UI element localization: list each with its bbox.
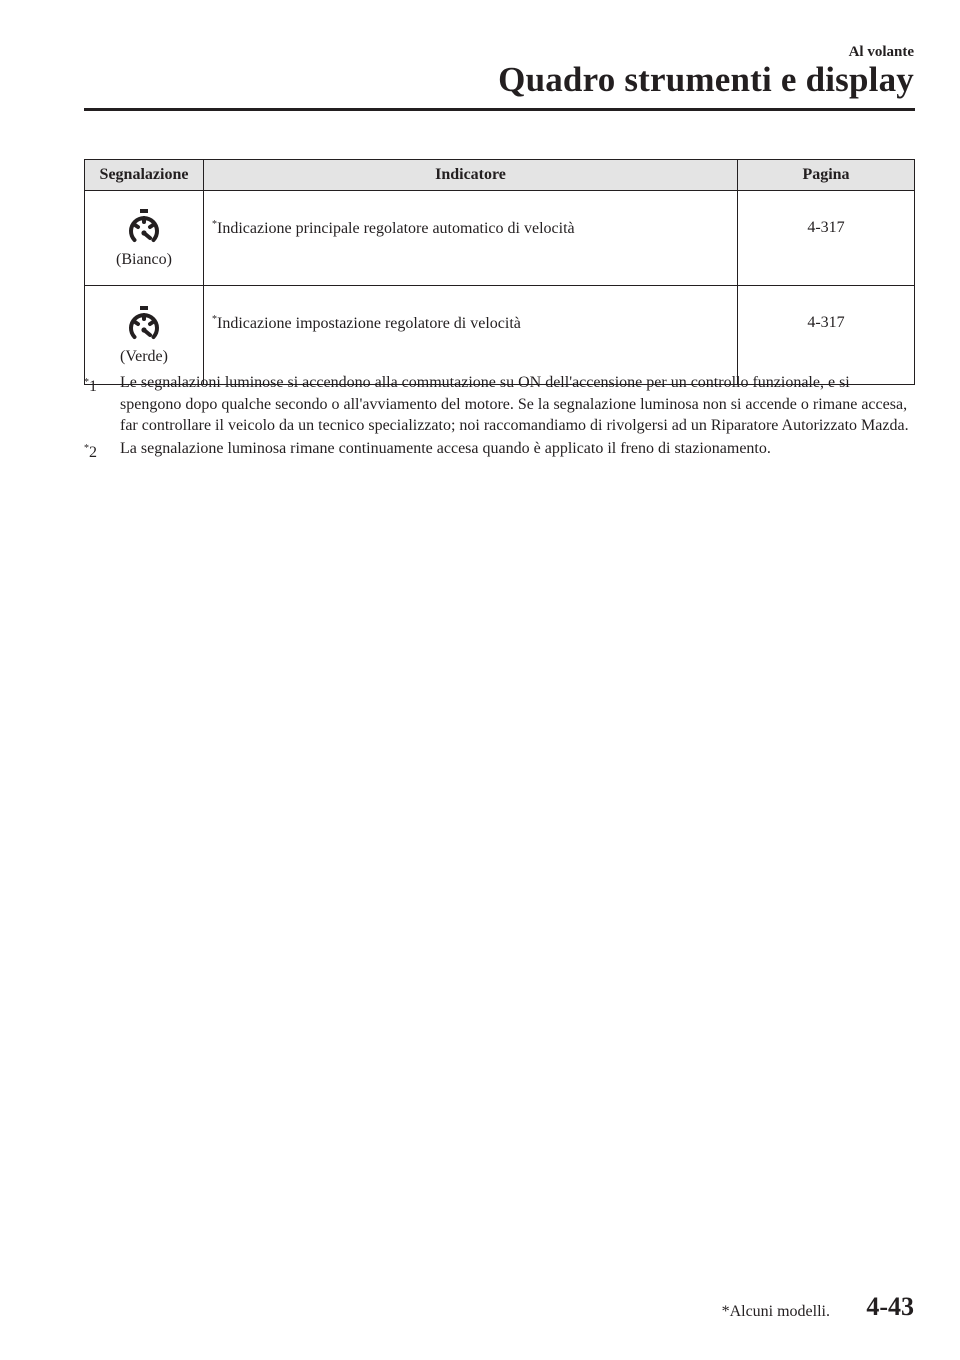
table-header-row — [85, 160, 915, 191]
table-row — [85, 191, 915, 286]
indicator-cell — [204, 286, 738, 385]
footnote-number: 2 — [89, 443, 97, 461]
footnote — [84, 438, 915, 460]
signal-cell — [85, 191, 204, 286]
indicator-text: Indicazione impostazione regolatore di velocità — [217, 315, 521, 332]
section-label: Al volante — [848, 44, 914, 60]
footnote-marker — [84, 372, 97, 398]
signal-color-label: (Bianco) — [116, 251, 172, 268]
signal-color-label: (Verde) — [120, 348, 168, 365]
column-header-page: Pagina — [738, 160, 915, 191]
footnote-number: 1 — [89, 378, 97, 395]
footnote-text: Le segnalazioni luminose si accendono alla commutazione su ON dell'accensione per un controllo funzionale, e si spengono dopo qualche secondo o all'avviamento del motore. Se la segnalazione luminosa non si accende o rimane accesa, far controllare il veicolo da un tecnico specializzato; noi raccomandiamo di rivolgersi ad un Riparatore Autorizzato Mazda. — [120, 374, 909, 434]
footnotes — [84, 372, 915, 460]
table-row — [85, 286, 915, 385]
model-marker: * — [212, 219, 217, 230]
footnote-star: * — [84, 377, 89, 388]
page-ref-cell: 4-317 — [738, 191, 915, 286]
header-divider — [84, 108, 915, 111]
footnote — [84, 372, 915, 437]
cruise-control-icon — [125, 209, 163, 247]
cruise-control-icon — [125, 306, 163, 344]
page-title: Quadro strumenti e display — [498, 60, 914, 99]
column-header-signal: Segnalazione — [85, 160, 204, 191]
footnote-text: La segnalazione luminosa rimane continuamente accesa quando è applicato il freno di stazionamento. — [120, 439, 771, 457]
model-marker: * — [212, 314, 217, 325]
signals-table — [84, 159, 915, 385]
footnote-marker — [84, 438, 97, 464]
page-number: 4-43 — [866, 1292, 914, 1321]
indicator-text: Indicazione principale regolatore automatico di velocità — [217, 220, 575, 237]
indicator-cell — [204, 191, 738, 286]
model-note: *Alcuni modelli. — [721, 1303, 830, 1320]
column-header-indicator: Indicatore — [204, 160, 738, 191]
page-ref-cell: 4-317 — [738, 286, 915, 385]
footnote-star: * — [84, 442, 89, 454]
signal-cell — [85, 286, 204, 385]
